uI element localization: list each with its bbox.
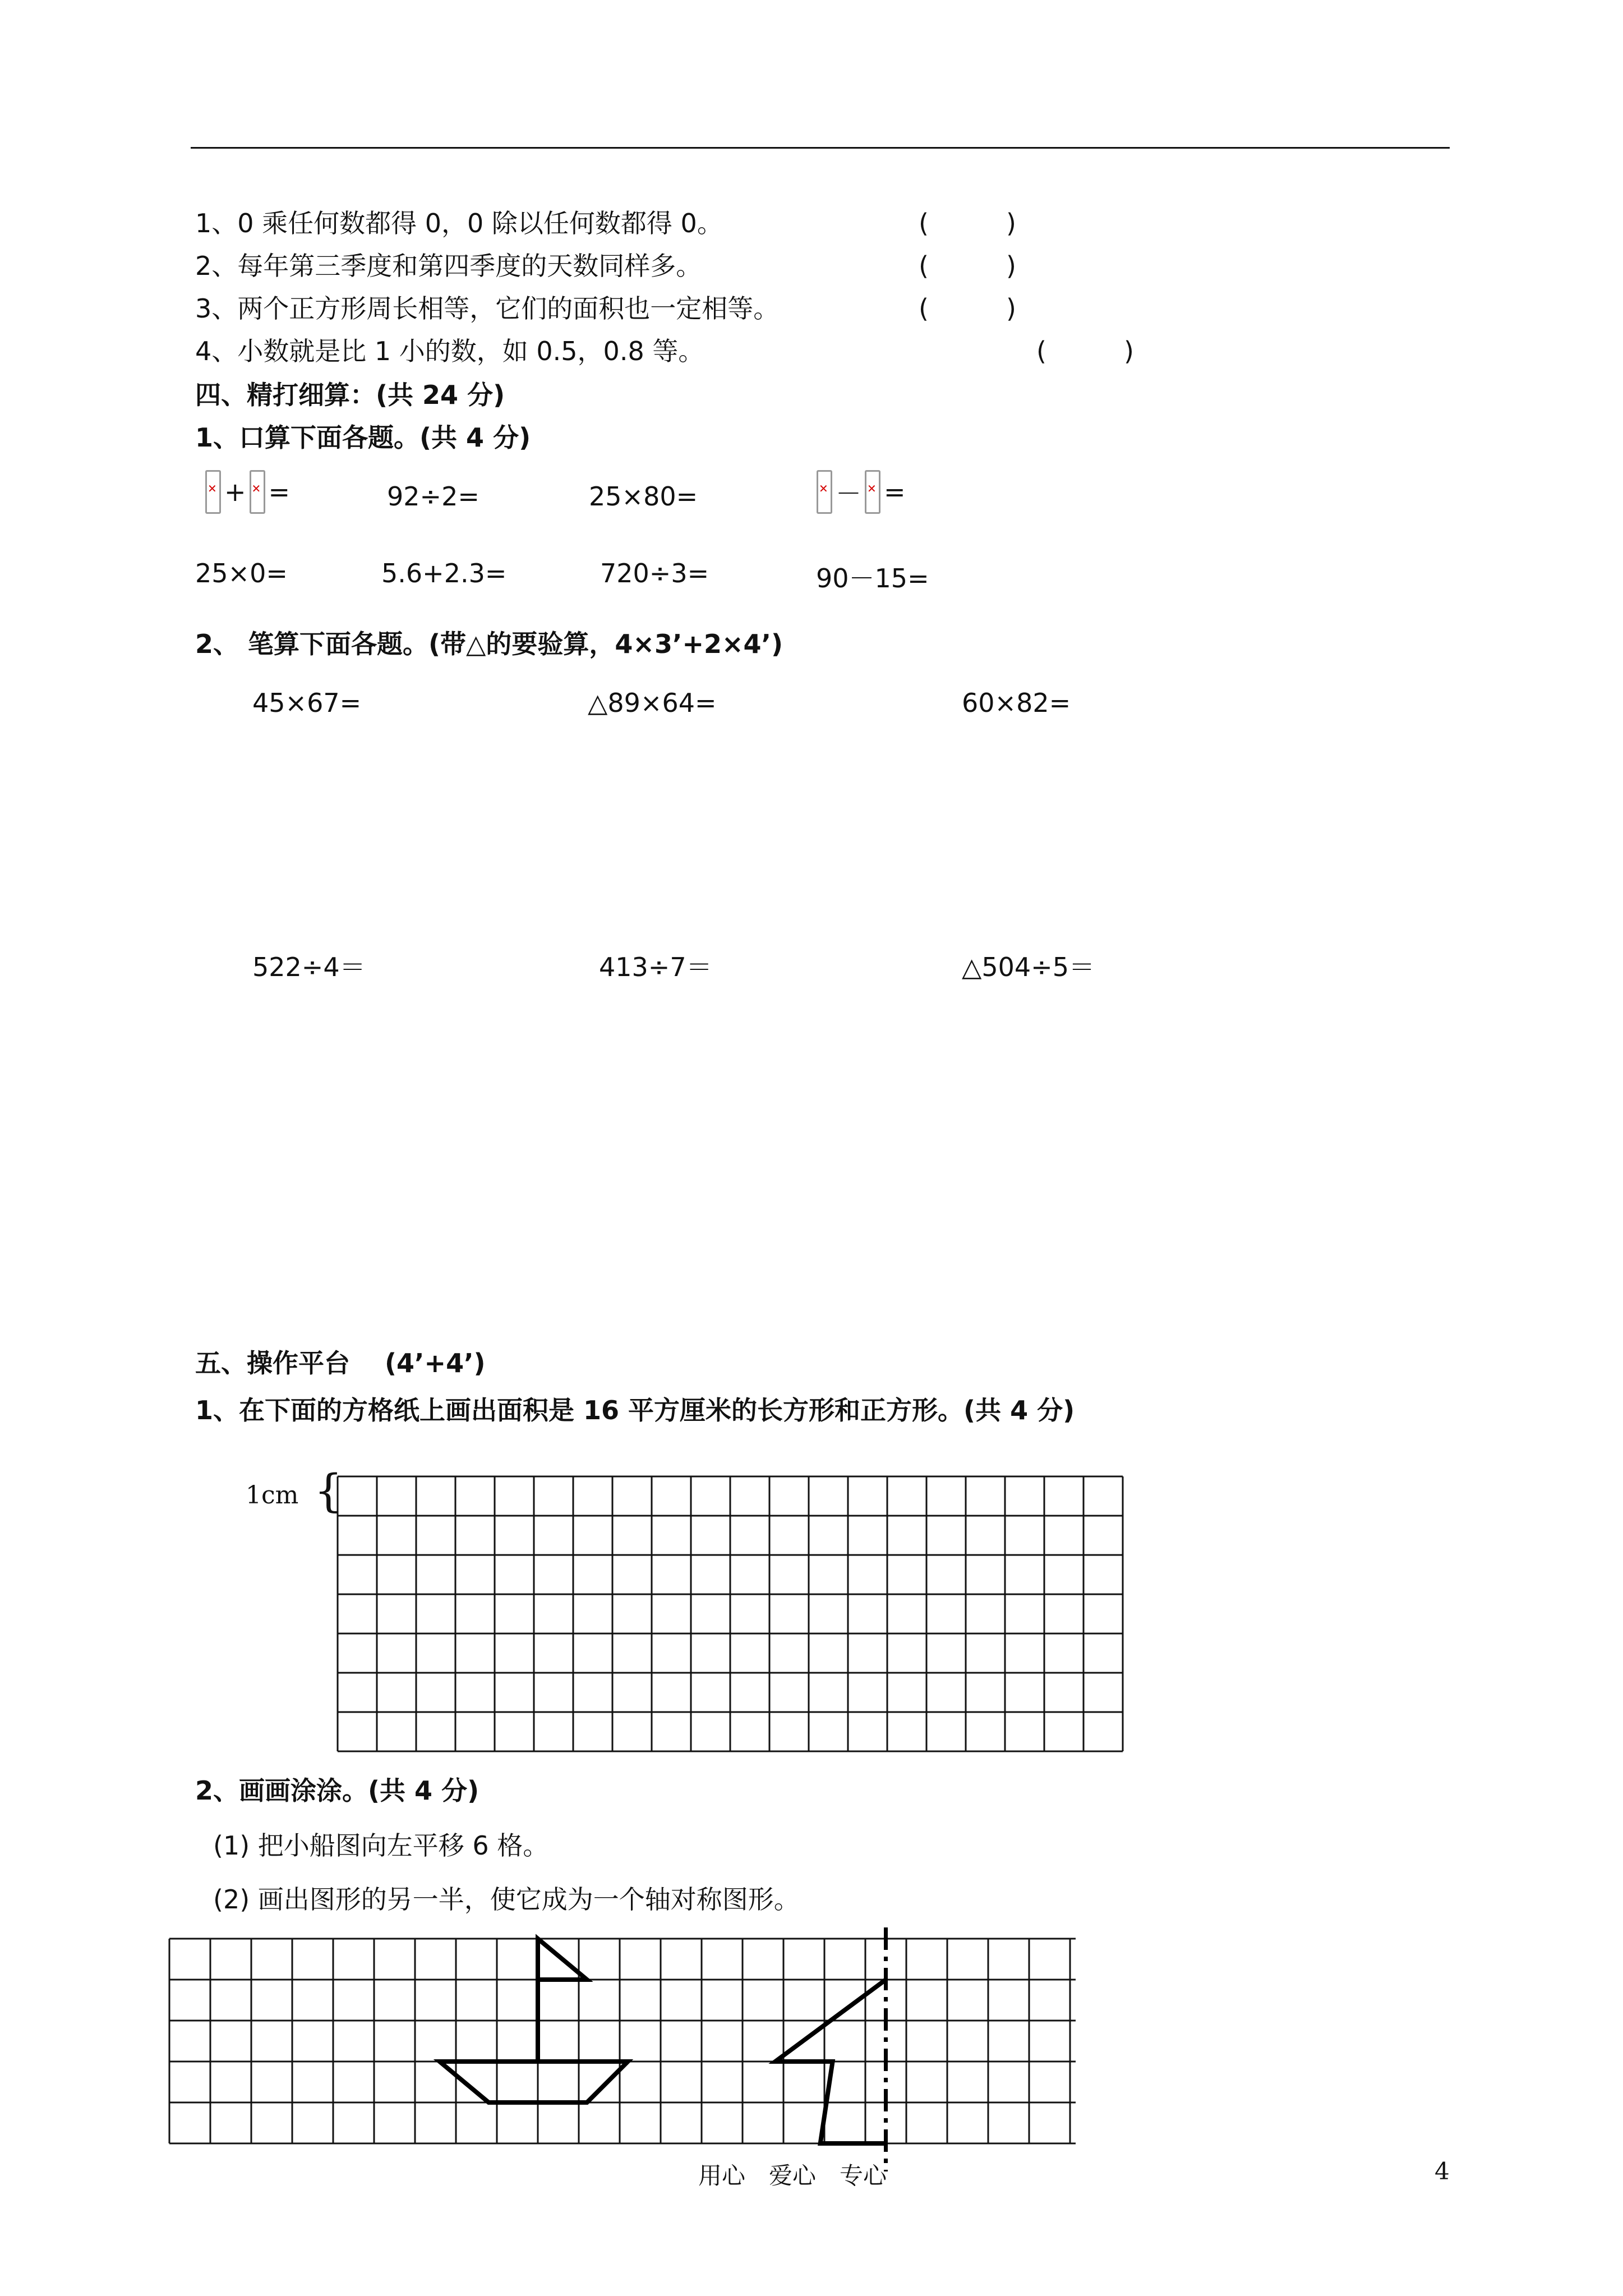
- oral-calc-a: [202, 470, 290, 514]
- section-5-q2-title: 2、画画涂涂。(共 4 分): [195, 1775, 479, 1806]
- written-calc-6: △504÷5＝: [962, 952, 1095, 982]
- written-calc-1: 45×67=: [252, 688, 362, 718]
- tf-answer-paren-1[interactable]: ( ): [919, 208, 1016, 238]
- section-5-title: 五、操作平台 (4’+4’): [195, 1348, 486, 1378]
- oral-calc-d: [813, 470, 906, 514]
- grid-paper-1[interactable]: [338, 1476, 1123, 1751]
- grid-paper-2[interactable]: [169, 1933, 1145, 2157]
- broken-image-icon: [817, 470, 832, 514]
- oral-calc-e: 25×0=: [195, 558, 288, 588]
- written-calc-5: 413÷7＝: [599, 952, 712, 982]
- tf-answer-paren-2[interactable]: ( ): [919, 251, 1016, 281]
- tf-answer-paren-4[interactable]: ( ): [1036, 336, 1134, 366]
- equals-sign: =: [268, 477, 291, 507]
- oral-calc-h: 90－15=: [816, 563, 929, 593]
- plus-sign: +: [224, 477, 246, 507]
- tf-question-3: 3、两个正方形周长相等，它们的面积也一定相等。: [195, 293, 780, 324]
- tf-question-2: 2、每年第三季度和第四季度的天数同样多。: [195, 251, 702, 281]
- oral-calc-g: 720÷3=: [600, 558, 709, 588]
- oral-calc-f: 5.6+2.3=: [381, 558, 507, 588]
- section-5-q1-title: 1、在下面的方格纸上画出面积是 16 平方厘米的长方形和正方形。(共 4 分): [195, 1395, 1075, 1425]
- section-4-q2-title: 2、 笔算下面各题。(带△的要验算，4×3’+2×4’): [195, 629, 783, 659]
- broken-image-icon: [205, 470, 221, 514]
- equals-sign: =: [884, 477, 906, 507]
- minus-sign: －: [836, 478, 861, 509]
- grid-scale-label: 1cm: [246, 1481, 299, 1510]
- page-number: 4: [1435, 2157, 1450, 2185]
- tf-answer-paren-3[interactable]: ( ): [919, 293, 1016, 324]
- broken-image-icon: [250, 470, 265, 514]
- tf-question-1: 1、0 乘任何数都得 0，0 除以任何数都得 0。: [195, 208, 723, 238]
- written-calc-2: △89×64=: [588, 688, 717, 718]
- header-rule: [191, 147, 1450, 149]
- tf-question-4: 4、小数就是比 1 小的数，如 0.5，0.8 等。: [195, 336, 704, 366]
- section-5-q2-item-2: (2) 画出图形的另一半，使它成为一个轴对称图形。: [213, 1884, 800, 1915]
- section-4-title: 四、精打细算：(共 24 分): [195, 380, 505, 410]
- brace-icon: {: [314, 1465, 343, 1517]
- oral-calc-b: 92÷2=: [387, 481, 479, 512]
- written-calc-4: 522÷4＝: [252, 952, 366, 982]
- footer-slogan: 用心 爱心 专心: [698, 2162, 887, 2189]
- broken-image-icon: [865, 470, 880, 514]
- oral-calc-c: 25×80=: [589, 481, 698, 512]
- written-calc-3: 60×82=: [962, 688, 1071, 718]
- section-5-q2-item-1: (1) 把小船图向左平移 6 格。: [213, 1830, 549, 1861]
- section-4-q1-title: 1、口算下面各题。(共 4 分): [195, 422, 531, 453]
- boat-hull: [440, 2062, 628, 2102]
